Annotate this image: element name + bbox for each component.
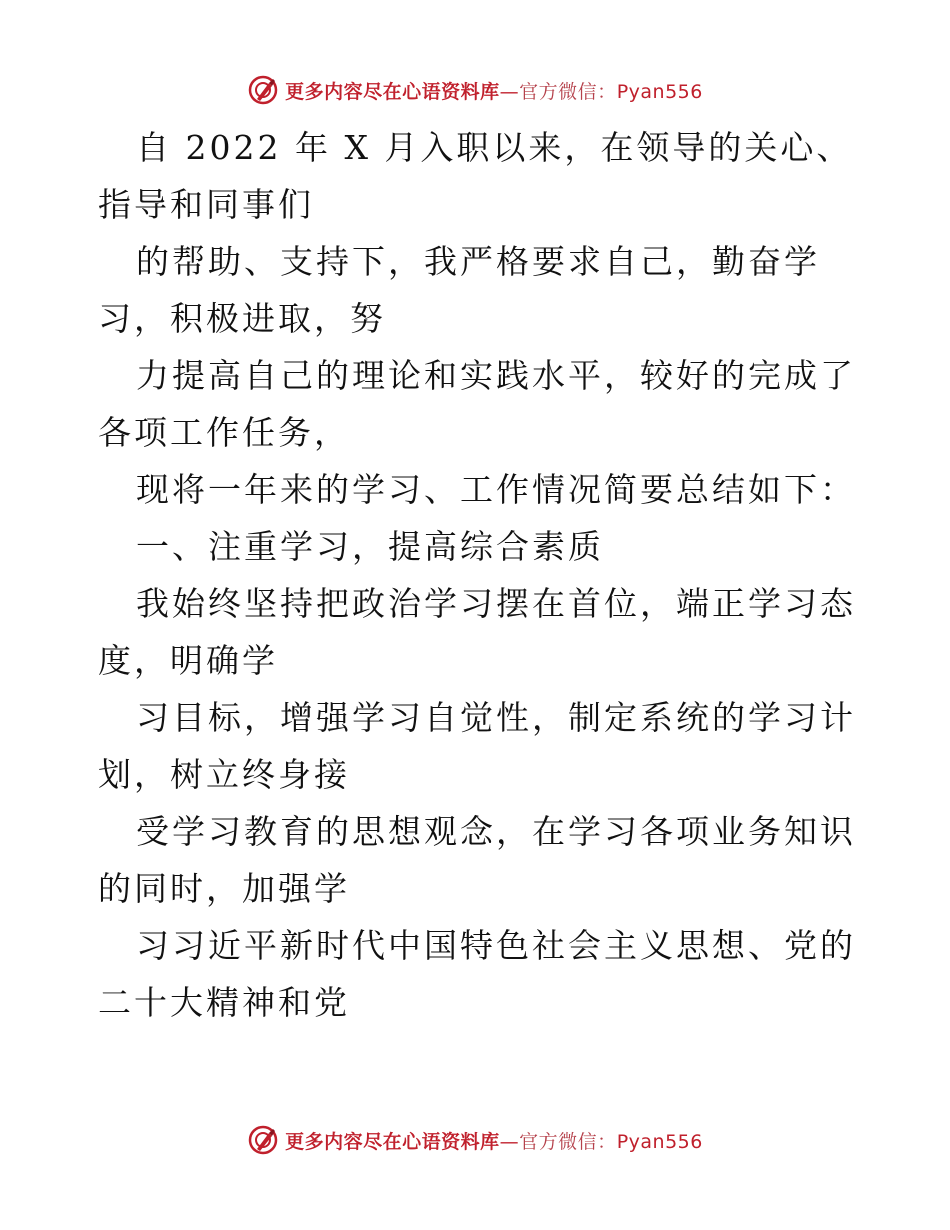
watermark-account: Pyan556 [616,80,703,103]
watermark-dash: — [499,80,520,103]
watermark-account: Pyan556 [616,1130,703,1153]
watermark-brand: 更多内容尽在心语资料库 [285,80,500,103]
paragraph: 现将一年来的学习、工作情况简要总结如下： [136,470,856,509]
paragraph: 我始终坚持把政治学习摆在首位，端正学习态度，明确学 [98,584,856,680]
paragraph: 受学习教育的思想观念，在学习各项业务知识的同时，加强学 [98,812,856,908]
paragraph: 自 2022 年 X 月入职以来，在领导的关心、指导和同事们 [98,128,853,224]
watermark-brand: 更多内容尽在心语资料库 [285,1130,500,1153]
header-watermark [0,70,950,110]
paragraph: 力提高自己的理论和实践水平，较好的完成了各项工作任务， [98,356,856,452]
pen-logo-icon [247,74,279,106]
document-body [98,119,858,1031]
watermark-label: 官方微信 [519,1130,598,1153]
paragraph: 习习近平新时代中国特色社会主义思想、党的二十大精神和党 [98,926,856,1022]
paragraph: 习目标，增强学习自觉性，制定系统的学习计划，树立终身接 [98,698,856,794]
watermark-text [285,77,703,104]
watermark-dash: — [499,1130,520,1153]
watermark-text [285,1127,703,1154]
pen-logo-icon [247,1124,279,1156]
footer-watermark [0,1120,950,1160]
watermark-separator: ： [597,80,617,103]
section-heading: 一、注重学习，提高综合素质 [136,527,604,566]
watermark-separator: ： [597,1130,617,1153]
paragraph: 的帮助、支持下，我严格要求自己，勤奋学习，积极进取，努 [98,242,820,338]
watermark-label: 官方微信 [519,80,598,103]
